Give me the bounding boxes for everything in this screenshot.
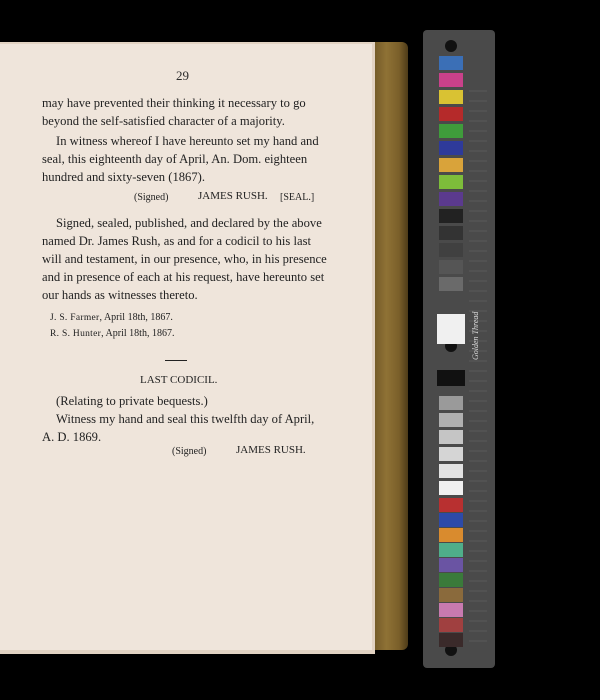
color-swatch	[439, 141, 463, 155]
signature-name: JAMES RUSH.	[236, 444, 306, 456]
seal-label: [SEAL.]	[280, 192, 315, 203]
color-swatch	[439, 243, 463, 257]
color-swatch	[439, 558, 463, 572]
gray-swatch	[439, 481, 463, 495]
text-line: In witness whereof I have hereunto set my hand and	[56, 134, 319, 148]
color-swatch	[439, 513, 463, 527]
text-line: and in presence of each at his request, have hereunto set	[42, 270, 325, 284]
text-line: A. D. 1869.	[42, 430, 102, 444]
text-line: Witness my hand and seal this twelfth day of April,	[56, 412, 315, 426]
black-band	[437, 370, 465, 386]
section-heading: LAST CODICIL.	[140, 374, 218, 386]
color-swatch	[439, 124, 463, 138]
witness-name: J. S. Farmer	[50, 313, 100, 323]
white-target	[437, 314, 465, 344]
witness-line	[50, 312, 173, 323]
text-line: seal, this eighteenth day of April, An. Dom. eighteen	[42, 152, 308, 166]
text-line: beyond the self-satisfied character of a majority.	[42, 114, 285, 128]
book-spine	[372, 42, 408, 650]
witness-date: , April 18th, 1867.	[99, 312, 173, 323]
text-line: will and testament, in our presence, who, in his presence	[42, 252, 327, 266]
gray-swatch	[439, 413, 463, 427]
color-swatch	[439, 603, 463, 617]
color-swatch	[439, 618, 463, 632]
text-line: Signed, sealed, published, and declared by the above	[56, 216, 322, 230]
page-number: 29	[176, 68, 189, 83]
color-swatch	[439, 56, 463, 70]
color-swatch	[439, 277, 463, 291]
color-swatch	[439, 107, 463, 121]
witness-line	[50, 328, 174, 339]
text-line: (Relating to private bequests.)	[56, 394, 208, 408]
witness-date: , April 18th, 1867.	[101, 328, 175, 339]
text-line: named Dr. James Rush, as and for a codicil to his last	[42, 234, 311, 248]
signature-name: JAMES RUSH.	[198, 190, 268, 202]
color-swatch	[439, 543, 463, 557]
color-swatch	[439, 90, 463, 104]
color-swatch	[439, 573, 463, 587]
gray-swatch	[439, 396, 463, 410]
signed-label: (Signed)	[172, 446, 207, 457]
color-swatch	[439, 226, 463, 240]
color-swatch	[439, 633, 463, 647]
color-swatch	[439, 528, 463, 542]
color-swatch	[439, 175, 463, 189]
text-line: hundred and sixty-seven (1867).	[42, 170, 205, 184]
text-line: may have prevented their thinking it necessary to go	[42, 96, 306, 110]
color-swatch	[439, 73, 463, 87]
gray-swatch	[439, 447, 463, 461]
gray-swatch	[439, 464, 463, 478]
color-swatch	[439, 192, 463, 206]
color-swatch	[439, 260, 463, 274]
gray-swatch	[439, 430, 463, 444]
text-line: our hands as witnesses thereto.	[42, 288, 198, 302]
color-swatch	[439, 498, 463, 512]
color-swatch	[439, 158, 463, 172]
punch-hole-icon	[445, 40, 457, 52]
target-label: Golden Thread	[471, 311, 480, 360]
scale-markings	[469, 90, 487, 650]
signed-label: (Signed)	[134, 192, 169, 203]
color-swatch	[439, 209, 463, 223]
section-rule	[165, 360, 187, 361]
color-swatch	[439, 588, 463, 602]
witness-name: R. S. Hunter	[50, 329, 102, 339]
color-target	[423, 30, 495, 668]
